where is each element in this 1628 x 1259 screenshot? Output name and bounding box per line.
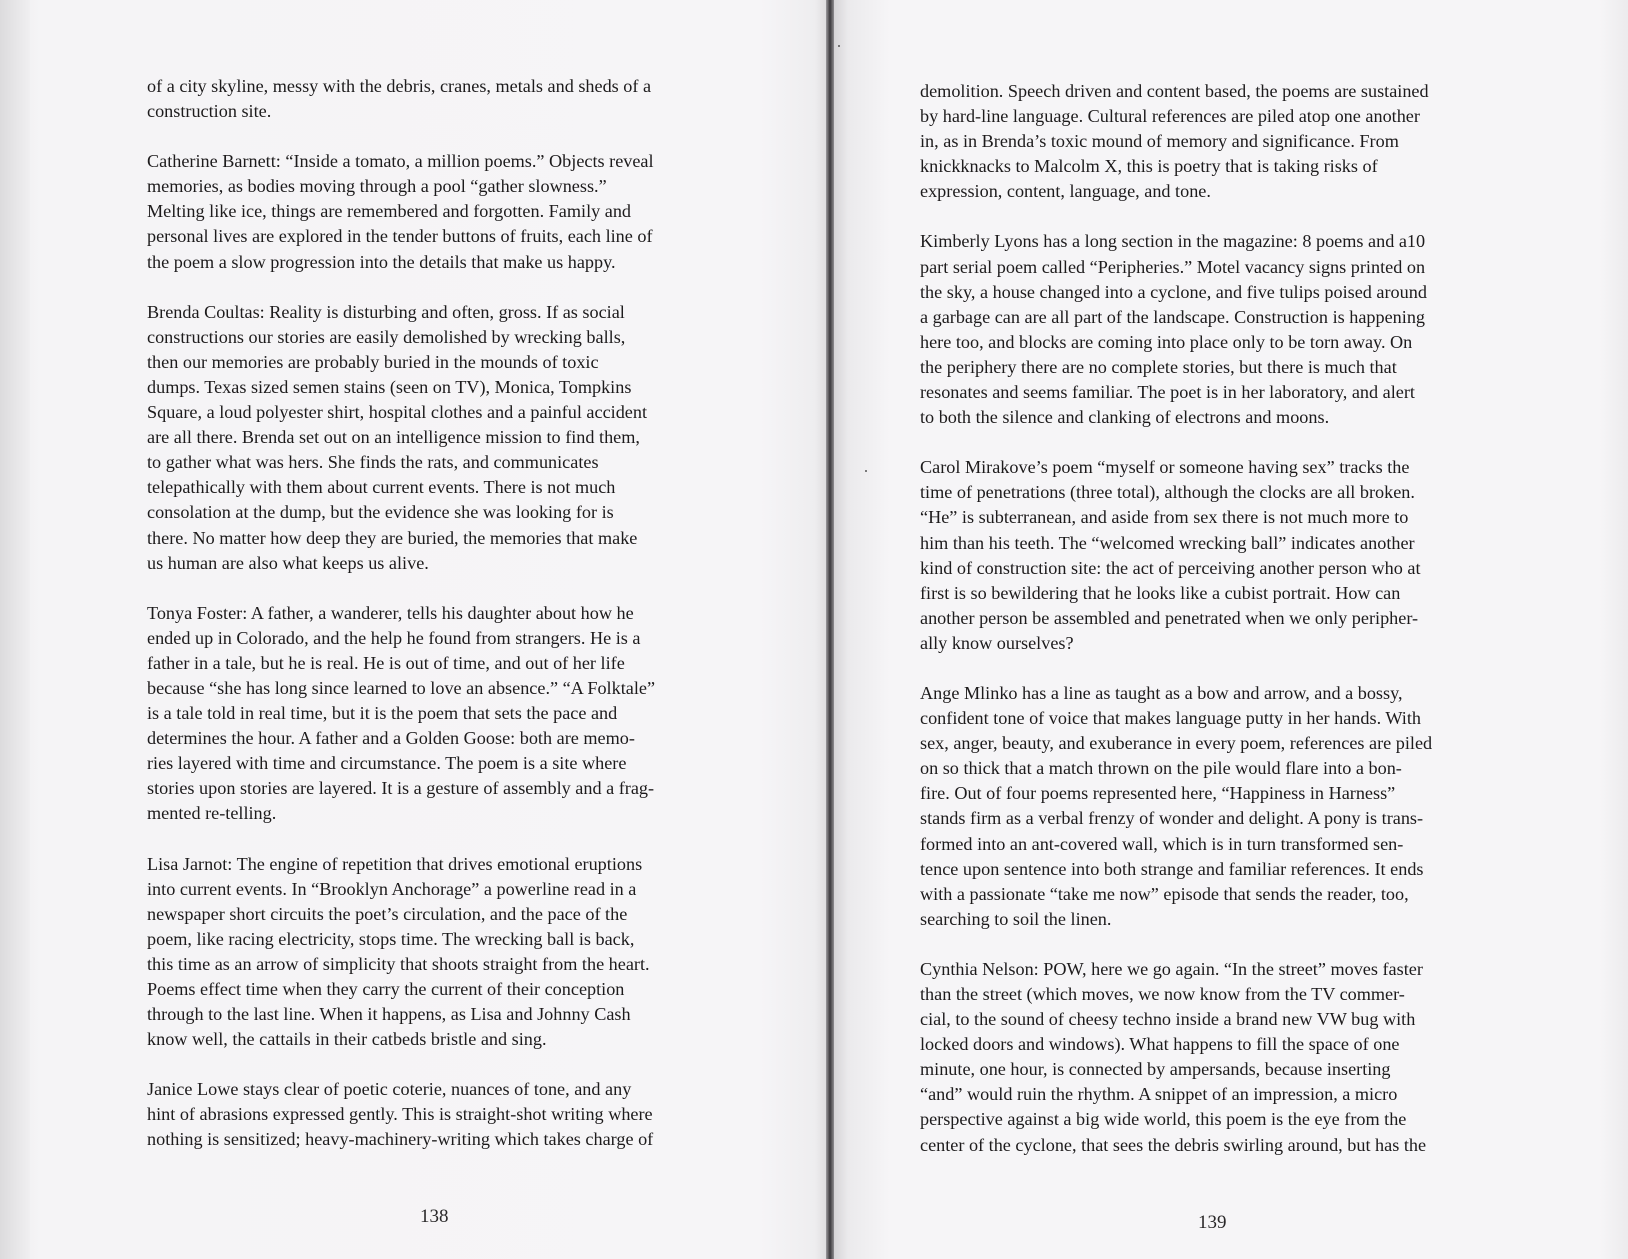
page-number: 139 xyxy=(1198,1212,1227,1233)
left-page-text xyxy=(147,74,737,1178)
paragraph: Tonya Foster: A father, a wanderer, tells his daughter about how he ended up in Colorado, and the help he found from strangers. He is a father in a tale, but he is real. He is out of time, and out of her life because “she has long since learned to love an absence.” “A Folktale” is a tale told in real time, but it is the poem that sets the pace and determines the hour. A father and a Golden Goose: both are memo- ries layered with time and circumstance. The poem is a site where stories upon stories are layered. It is a gesture of assembly and a frag- mented re-telling. xyxy=(147,602,656,824)
book-gutter xyxy=(826,0,834,1259)
paragraph: demolition. Speech driven and content based, the poems are sustained by hard-line language. Cultural references are piled atop one another in, as in Brenda’s toxic mound of memory and significance. From knickknacks to Malcolm X, this is poetry that is taking risks of expression, content, language, and tone. xyxy=(920,81,1429,202)
paper-speck xyxy=(838,45,840,47)
paragraph: Kimberly Lyons has a long section in the magazine: 8 poems and a10 part serial poem called “Peripheries.” Motel vacancy signs printed on the sky, a house changed into a cyclone, and five tulips poised around a garbage can are all part of the landscape. Construction is happening here too, and blocks are coming into place only to be torn away. On the periphery there are no complete stories, but there is much that resonates and seems familiar. The poet is in her laboratory, and alert to both the silence and clanking of electrons and moons. xyxy=(920,231,1427,428)
paragraph: Carol Mirakove’s poem “myself or someone having sex” tracks the time of penetrations (three total), although the clocks are all broken. “He” is subterranean, and aside from sex there is not much more to him than his teeth. The “welcomed wrecking ball” indicates another kind of construction site: the act of perceiving another person who at first is so bewildering that he looks like a cubist portrait. How can another person be assembled and penetrated when we only peripher- ally know ourselves? xyxy=(920,457,1421,653)
page-edge-shadow xyxy=(0,0,30,1259)
paper-speck xyxy=(865,470,867,472)
paragraph: Janice Lowe stays clear of poetic coterie, nuances of tone, and any hint of abrasions expressed gently. This is straight-shot writing where nothing is sensitized; heavy-machinery-writing which takes charge of xyxy=(147,1079,654,1150)
page-number: 138 xyxy=(420,1206,449,1227)
right-page xyxy=(830,0,1628,1259)
paragraph: Catherine Barnett: “Inside a tomato, a million poems.” Objects reveal memories, as bodies moving through a pool “gather slowness.” Melting like ice, things are remembered and forgotten. Family and personal lives are explored in the tender buttons of fruits, each line of the poem a slow progression into the details that make us happy. xyxy=(147,151,654,272)
paragraph: Brenda Coultas: Reality is disturbing and often, gross. If as social constructions our stories are easily demolished by wrecking balls, then our memories are probably buried in the mounds of toxic dumps. Texas sized semen stains (seen on TV), Monica, Tompkins Square, a loud polyester shirt, hospital clothes and a painful accident are all there. Brenda set out on an intelligence mission to find them, to gather what was hers. She finds the rats, and communicates telepathically with them about current events. There is not much consolation at the dump, but the evidence she was looking for is there. No matter how deep they are buried, the memories that make us human are also what keeps us alive. xyxy=(147,301,648,573)
right-page-text xyxy=(920,79,1520,1183)
paragraph: Lisa Jarnot: The engine of repetition that drives emotional eruptions into current events. In “Brooklyn Anchorage” a powerline read in a newspaper short circuits the poet’s circulation, and the pace of the poem, like racing electricity, stops time. The wrecking ball is back, this time as an arrow of simplicity that shoots straight from the heart. Poems effect time when they carry the current of their conception through to the last line. When it happens, as Lisa and Johnny Cash know well, the cattails in their catbeds bristle and sing. xyxy=(147,853,650,1050)
paragraph: Ange Mlinko has a line as taught as a bow and arrow, and a bossy, confident tone of voice that makes language putty in her hands. With sex, anger, beauty, and exuberance in every poem, references are piled on so thick that a match thrown on the pile would flare into a bon- fire. Out of four poems represented here, “Happiness in Harness” stands firm as a verbal frenzy of wonder and delight. A pony is trans- formed into an ant-covered wall, which is in turn transformed sen- tence upon sentence into both strange and familiar references. It ends with a passionate “take me now” episode that sends the reader, too, searching to soil the linen. xyxy=(920,682,1433,929)
paragraph: of a city skyline, messy with the debris, cranes, metals and sheds of a construction site. xyxy=(147,76,652,122)
paragraph: Cynthia Nelson: POW, here we go again. “In the street” moves faster than the street (which moves, we now know from the TV commer- cial, to the sound of cheesy techno inside a brand new VW bug with locked doors and windows). What happens to fill the space of one minute, one hour, is connected by ampersands, because inserting “and” would ruin the rhythm. A snippet of an impression, a micro perspective against a big wide world, this poem is the eye from the center of the cyclone, that sees the debris swirling around, but has the xyxy=(920,958,1427,1155)
